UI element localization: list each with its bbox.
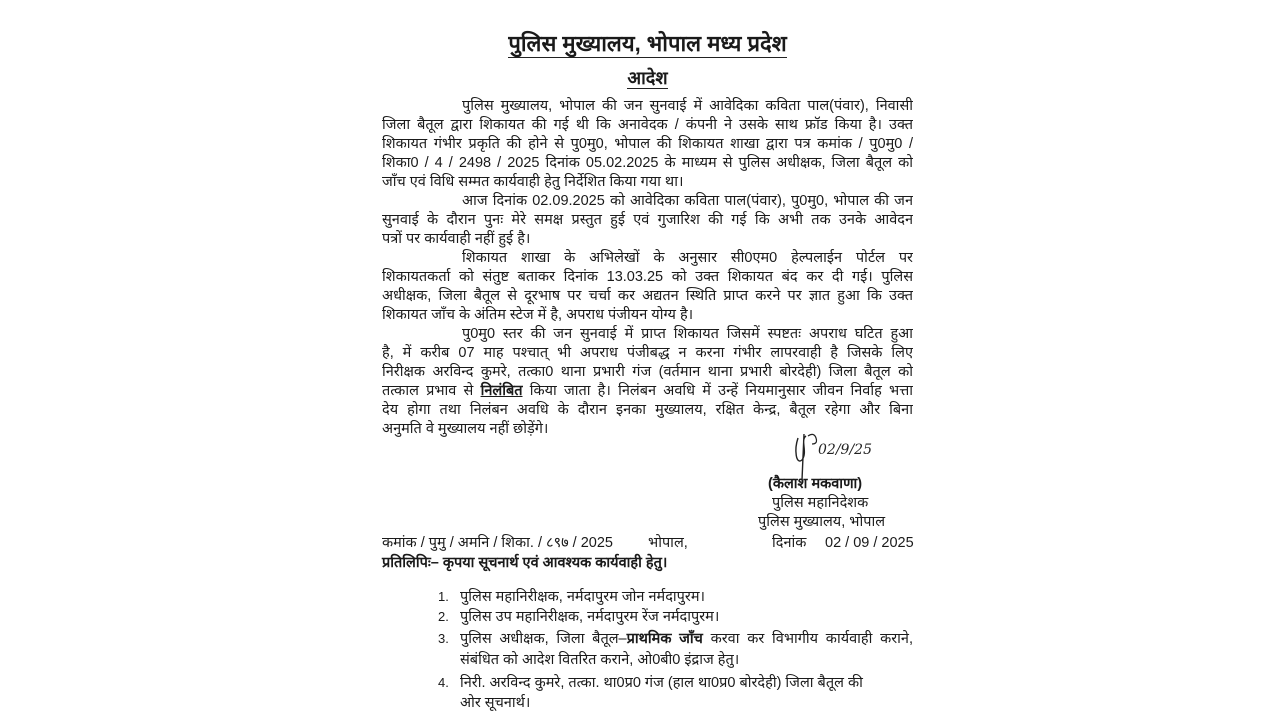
suspension-line: तत्काल प्रभाव से निलंबित किया जाता है। निलंबन अवधि में उन्हें नियमानुसार जीवन निर्वाह भत्ता: [382, 383, 913, 399]
list-number: 3.: [438, 631, 449, 646]
list-item: पुलिस महानिरीक्षक, नर्मदापुरम जोन नर्मदापुरम।: [460, 589, 705, 605]
reference-number: कमांक / पुमु / अमनि / शिका. / ८९७ / 2025: [382, 535, 613, 551]
body-line: निरीक्षक अरविन्द कुमरे, तत्का0 थाना प्रभारी गंज (वर्तमान थाना प्रभारी बोरदेही) जिला बैतूल को: [382, 364, 913, 380]
body-line: शिकायत शाखा के अभिलेखों के अनुसार सी0एम0 हेल्पलाईन पोर्टल पर: [462, 250, 913, 266]
date-label: दिनांक: [772, 535, 807, 551]
body-line: पु0मु0 स्तर की जन सुनवाई में प्राप्त शिकायत जिसमें स्पष्टतः अपराध घटित हुआ: [462, 326, 913, 342]
reference-place: भोपाल,: [648, 535, 688, 551]
signatory-designation: पुलिस महानिदेशक: [772, 495, 869, 511]
office-title: पुलिस मुख्यालय, भोपाल मध्य प्रदेश: [508, 31, 787, 56]
body-line: जाँच एवं विधि सम्मत कार्यवाही हेतु निर्देशित किया गया था।: [382, 174, 684, 190]
body-line: पत्रों पर कार्यवाही नहीं हुई है।: [382, 231, 531, 247]
list-item: पुलिस अधीक्षक, जिला बैतूल–प्राथमिक जाँच करवा कर विभागीय कार्यवाही कराने,: [460, 631, 913, 647]
body-line: अधीक्षक, जिला बैतूल से दूरभाष पर चर्चा कर अद्यतन स्थिति प्राप्त करने पर ज्ञात हुआ कि उक्त: [382, 288, 913, 304]
body-line: जिला बैतूल द्वारा शिकायत की गई थी कि अनावेदक / कंपनी ने उसके साथ फ्रॉड किया है। उक्त: [382, 117, 913, 133]
body-line: शिकायतकर्ता को संतुष्ट बताकर दिनांक 13.03.25 को उक्त शिकायत बंद कर दी गई। पुलिस: [382, 269, 913, 285]
copy-to-line: प्रतिलिपिः– कृपया सूचनार्थ एवं आवश्यक कार्यवाही हेतु।: [382, 555, 668, 571]
body-line: शिका0 / 4 / 2498 / 2025 दिनांक 05.02.2025 के माध्यम से पुलिस अधीक्षक, जिला बैतूल को: [382, 155, 913, 171]
order-heading: आदेश: [627, 68, 668, 88]
body-line: शिकायत गंभीर प्रकृति की होने से पु0मु0, भोपाल की शिकायत शाखा द्वारा पत्र कमांक / पु0मु0 /: [382, 136, 913, 152]
svg-text:02/9/25: 02/9/25: [818, 442, 872, 458]
list-number: 2.: [438, 609, 449, 624]
body-line: देय होगा तथा निलंबन अवधि के दौरान इनका मुख्यालय, रक्षित केन्द्र, बैतूल रहेगा और बिना: [382, 402, 913, 418]
body-line: शिकायत जाँच के अंतिम स्टेज में है, अपराध पंजीयन योग्य है।: [382, 307, 694, 323]
body-line: है, में करीब 07 माह पश्चात् भी अपराध पंजीबद्ध न करना गंभीर लापरवाही है जिसके लिए: [382, 345, 913, 361]
list-item-continuation: ओर सूचनार्थ।: [460, 695, 531, 711]
signatory-name: (कैलाश मकवाणा): [768, 476, 863, 492]
suspended-emphasis: निलंबित: [480, 383, 523, 399]
list-number: 4.: [438, 675, 449, 690]
list-item: पुलिस उप महानिरीक्षक, नर्मदापुरम रेंज नर्मदापुरम।: [460, 609, 720, 625]
body-line: आज दिनांक 02.09.2025 को आवेदिका कविता पाल(पंवार), पु0मु0, भोपाल की जन: [462, 193, 913, 209]
list-item: निरी. अरविन्द कुमरे, तत्का. था0प्र0 गंज (हाल था0प्र0 बोरदेही) जिला बैतूल की: [460, 675, 863, 691]
list-item-continuation: संबंधित को आदेश वितरित कराने, ओ0बी0 इंद्राज हेतु।: [460, 652, 740, 668]
reference-date: 02 / 09 / 2025: [825, 535, 914, 551]
signatory-office: पुलिस मुख्यालय, भोपाल: [758, 514, 886, 530]
body-line: अनुमति वे मुख्यालय नहीं छोड़ेंगे।: [382, 421, 549, 437]
body-line: सुनवाई के दौरान पुनः मेरे समक्ष प्रस्तुत हुई एवं गुजारिश की गई कि अभी तक उनके आवेदन: [382, 212, 913, 228]
body-line: पुलिस मुख्यालय, भोपाल की जन सुनवाई में आवेदिका कविता पाल(पंवार), निवासी: [462, 98, 913, 114]
list-number: 1.: [438, 589, 449, 604]
